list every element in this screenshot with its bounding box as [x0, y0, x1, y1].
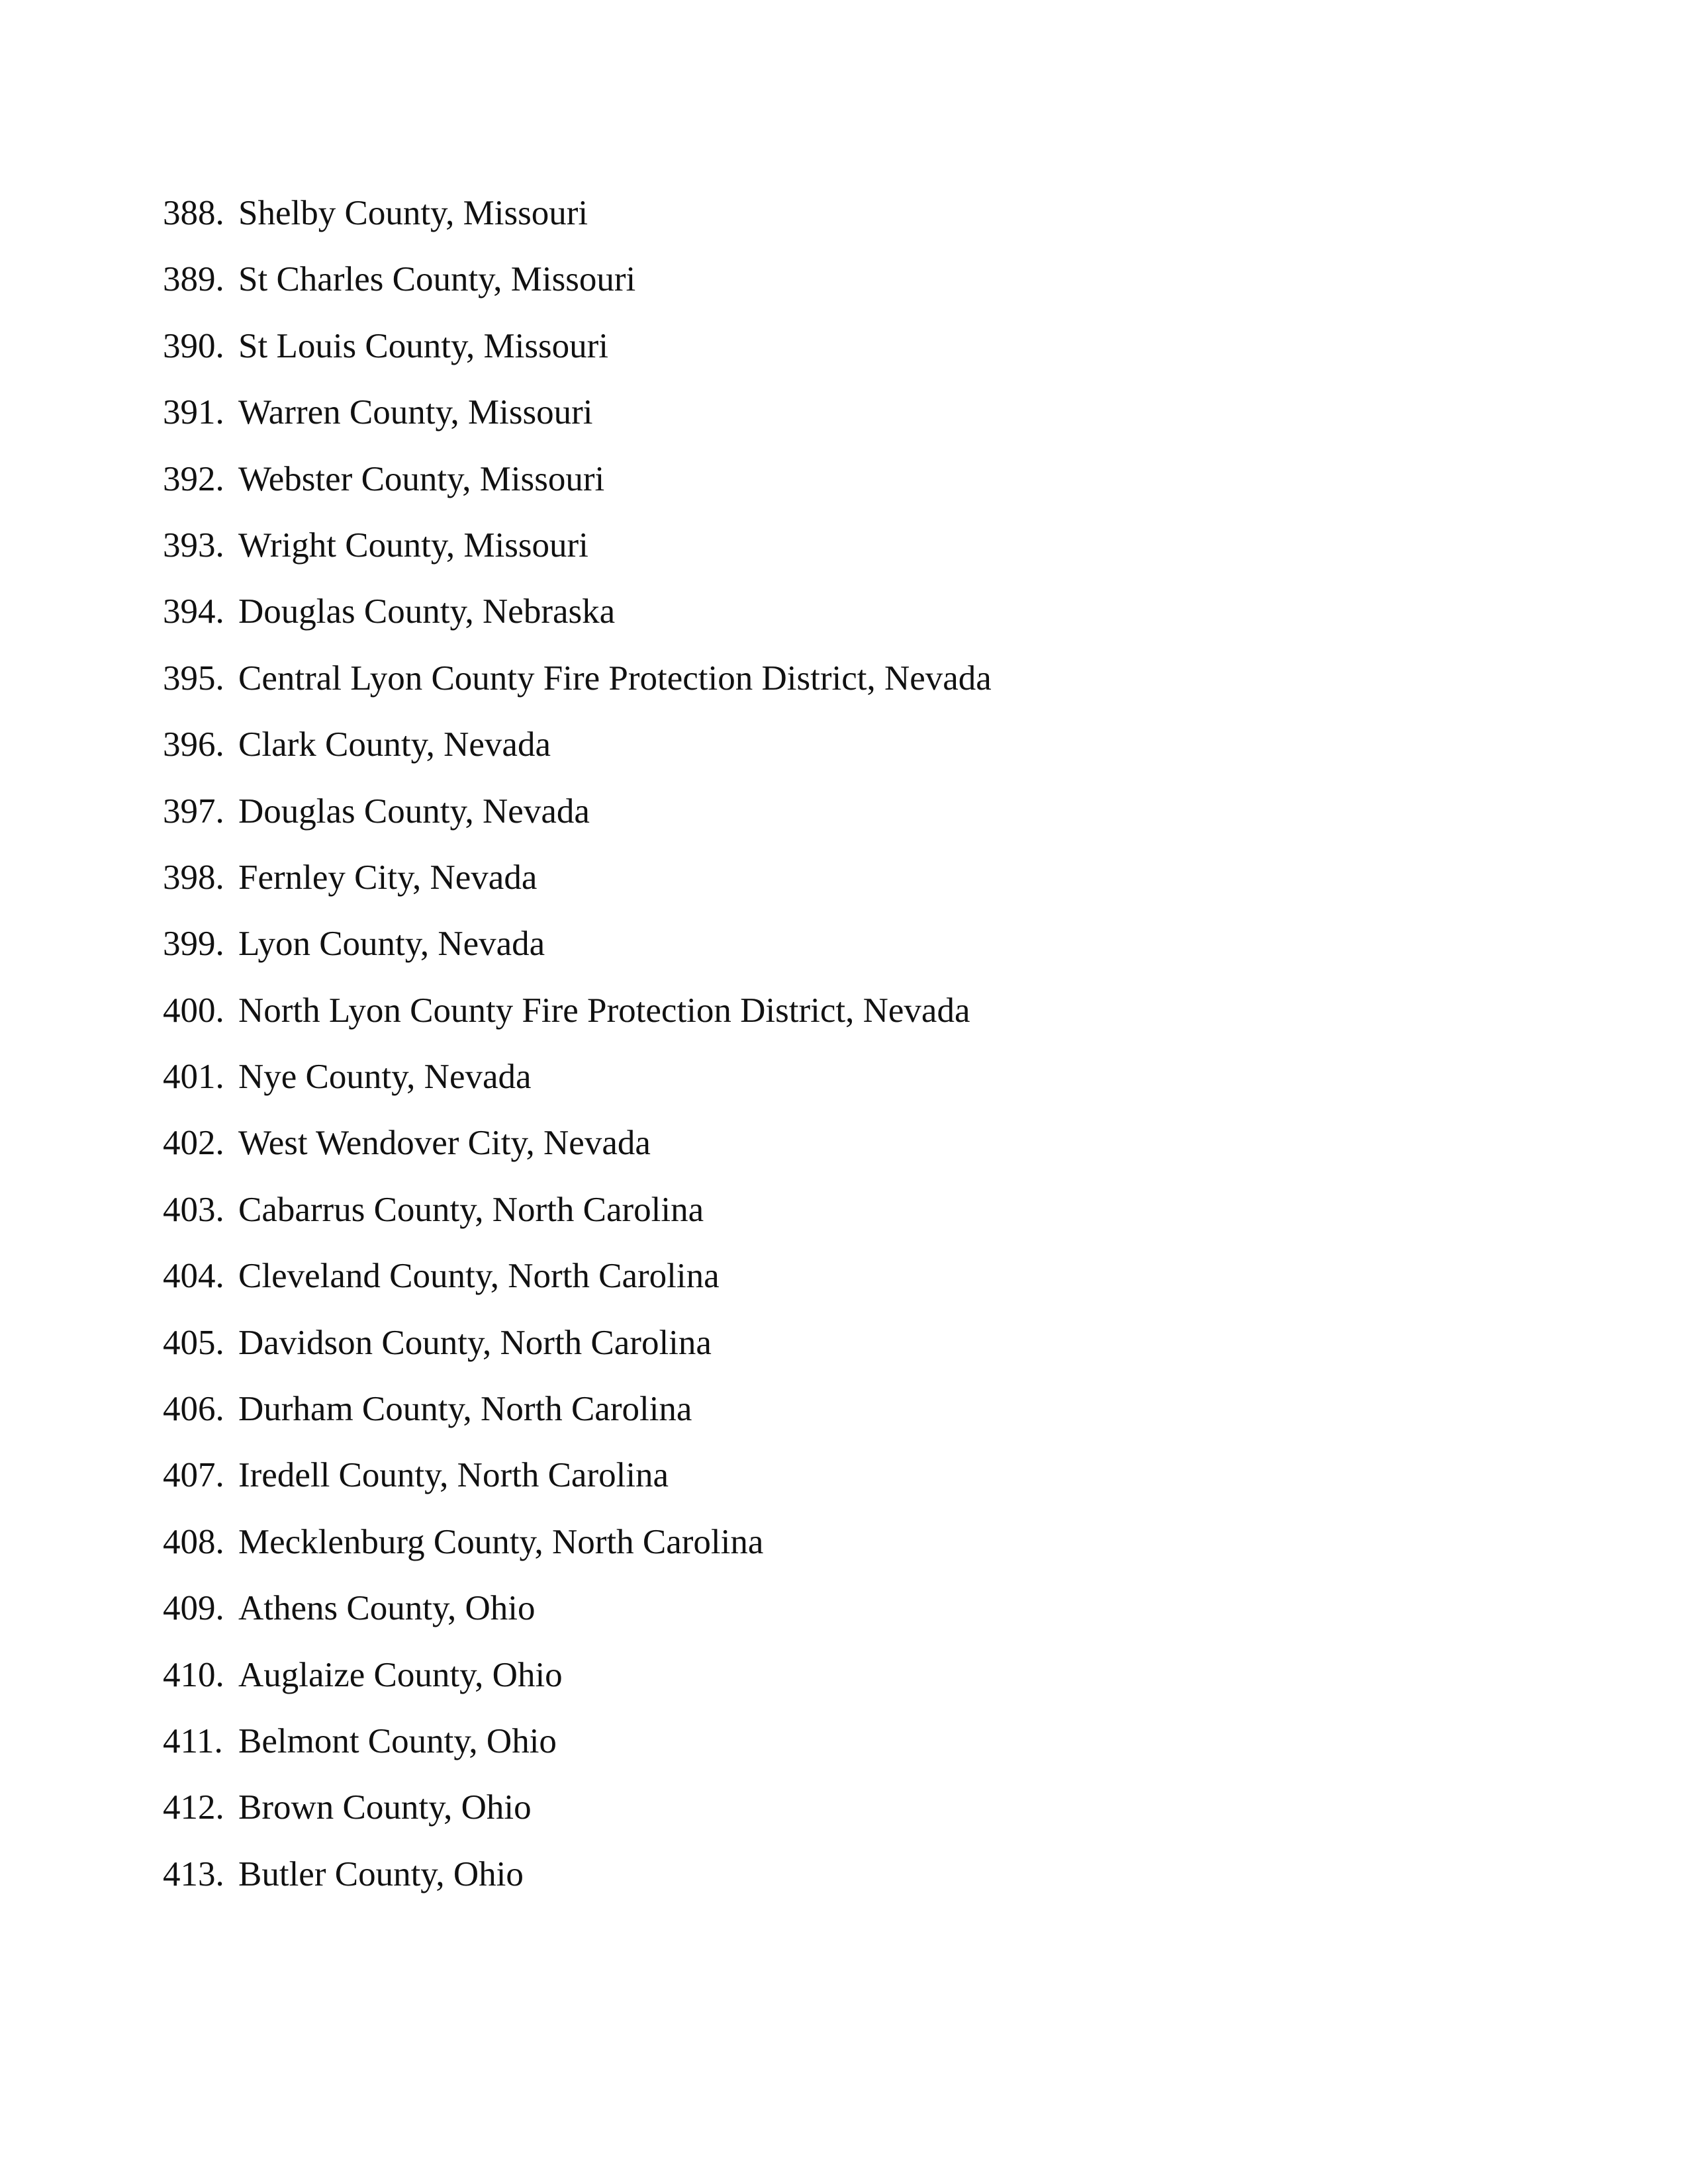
- item-text: Davidson County, North Carolina: [238, 1323, 712, 1362]
- list-item: [163, 1057, 992, 1123]
- item-number: 400.: [163, 991, 224, 1030]
- list-item: [163, 792, 992, 858]
- list-item: [163, 592, 992, 658]
- list-item: [163, 725, 992, 791]
- item-text: Athens County, Ohio: [238, 1589, 536, 1628]
- list-item: [163, 924, 992, 990]
- numbered-list: [163, 193, 992, 1921]
- item-text: Douglas County, Nevada: [238, 792, 590, 831]
- item-number: 410.: [163, 1655, 224, 1694]
- list-item: [163, 1655, 992, 1721]
- item-number: 388.: [163, 194, 224, 232]
- list-item: [163, 1522, 992, 1588]
- item-text: Auglaize County, Ohio: [238, 1655, 563, 1694]
- item-number: 392.: [163, 459, 224, 498]
- list-item: [163, 1455, 992, 1522]
- item-text: St Charles County, Missouri: [238, 260, 636, 299]
- list-item: [163, 1323, 992, 1389]
- item-number: 394.: [163, 592, 224, 631]
- item-number: 396.: [163, 725, 224, 764]
- list-item: [163, 1854, 992, 1921]
- item-text: Butler County, Ohio: [238, 1854, 524, 1893]
- item-text: Warren County, Missouri: [238, 393, 593, 432]
- list-item: [163, 858, 992, 924]
- item-text: Mecklenburg County, North Carolina: [238, 1522, 764, 1561]
- item-text: Belmont County, Ohio: [238, 1721, 557, 1760]
- item-number: 401.: [163, 1058, 224, 1097]
- list-item: [163, 1389, 992, 1455]
- item-number: 406.: [163, 1390, 224, 1429]
- item-number: 403.: [163, 1190, 224, 1229]
- list-item: [163, 193, 992, 259]
- list-item: [163, 1721, 992, 1788]
- list-item: [163, 259, 992, 326]
- list-item: [163, 1588, 992, 1655]
- item-number: 389.: [163, 260, 224, 299]
- list-item: [163, 1256, 992, 1322]
- item-text: Clark County, Nevada: [238, 725, 551, 764]
- item-text: Cabarrus County, North Carolina: [238, 1190, 704, 1229]
- item-text: Cleveland County, North Carolina: [238, 1257, 720, 1296]
- list-item: [163, 1788, 992, 1854]
- item-text: Webster County, Missouri: [238, 459, 605, 498]
- item-text: Central Lyon County Fire Protection District, Nevada: [238, 659, 992, 698]
- item-number: 399.: [163, 925, 224, 964]
- item-text: Lyon County, Nevada: [238, 925, 545, 964]
- item-text: Wright County, Missouri: [238, 525, 588, 565]
- list-item: [163, 326, 992, 392]
- item-number: 411.: [163, 1721, 223, 1760]
- list-item: [163, 1190, 992, 1256]
- item-text: Shelby County, Missouri: [238, 194, 588, 232]
- item-text: Fernley City, Nevada: [238, 858, 538, 897]
- list-item: [163, 392, 992, 459]
- item-number: 413.: [163, 1854, 224, 1893]
- list-item: [163, 659, 992, 725]
- item-number: 402.: [163, 1124, 224, 1163]
- item-text: West Wendover City, Nevada: [238, 1124, 651, 1163]
- item-text: Douglas County, Nebraska: [238, 592, 616, 631]
- item-text: Iredell County, North Carolina: [238, 1456, 669, 1495]
- item-number: 412.: [163, 1788, 224, 1827]
- item-number: 398.: [163, 858, 224, 897]
- item-text: Nye County, Nevada: [238, 1058, 532, 1097]
- item-number: 405.: [163, 1323, 224, 1362]
- item-text: North Lyon County Fire Protection District, Nevada: [238, 991, 970, 1030]
- item-number: 393.: [163, 525, 224, 565]
- item-text: St Louis County, Missouri: [238, 326, 609, 365]
- item-number: 404.: [163, 1257, 224, 1296]
- item-text: Durham County, North Carolina: [238, 1390, 692, 1429]
- item-number: 395.: [163, 659, 224, 698]
- item-number: 407.: [163, 1456, 224, 1495]
- list-item: [163, 991, 992, 1057]
- item-number: 390.: [163, 326, 224, 365]
- item-text: Brown County, Ohio: [238, 1788, 532, 1827]
- list-item: [163, 1123, 992, 1189]
- item-number: 397.: [163, 792, 224, 831]
- item-number: 409.: [163, 1589, 224, 1628]
- list-item: [163, 459, 992, 525]
- item-number: 408.: [163, 1522, 224, 1561]
- item-number: 391.: [163, 393, 224, 432]
- list-item: [163, 525, 992, 592]
